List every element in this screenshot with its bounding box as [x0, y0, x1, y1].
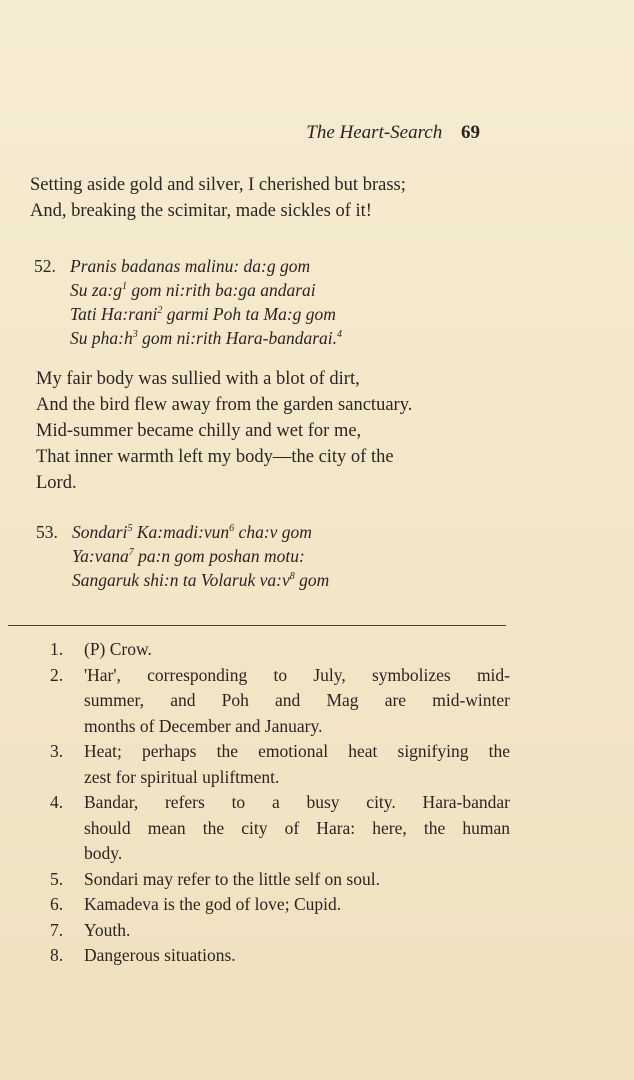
footnote-number: 6.	[50, 894, 64, 914]
prose-line: Mid-summer became chilly and wet for me,	[36, 421, 362, 441]
prose-line: Setting aside gold and silver, I cherished but brass;	[30, 175, 406, 195]
footnote-number: 1.	[50, 639, 64, 659]
footnote	[50, 790, 510, 867]
verse-52	[34, 254, 634, 350]
verse-line: Sangaruk shi:n ta Volaruk $va:v^8$ gom	[72, 570, 330, 590]
footnote-ref: 5	[127, 523, 133, 534]
footnote-divider	[8, 625, 506, 626]
footnote-number: 5.	[50, 868, 64, 889]
verse-line: 53. Sondari$^5$ Ka:madi:vun$^6$ cha:v gom	[36, 522, 312, 542]
footnote-number: 4.	[50, 792, 64, 812]
verse-line: 52. Pranis badanas malinu: da:g gom	[34, 256, 311, 276]
footnote-text: Kamadeva is the god of love; Cupid.	[84, 894, 342, 914]
footnote-text: Sondari may refer to the little self on soul.	[84, 868, 380, 889]
footnote	[50, 892, 510, 918]
prose-line: That inner warmth left my body—the city of the	[36, 447, 394, 467]
prose-line: Lord.	[36, 473, 77, 493]
footnote	[50, 867, 510, 893]
footnote-ref: 8	[289, 571, 295, 582]
verse-number: 53.	[36, 522, 58, 542]
verse-line: Ya:vana$^7$ pa:n gom poshan motu:	[72, 546, 305, 566]
footnote	[50, 943, 510, 969]
footnote-ref: 7	[128, 547, 134, 558]
footnote-text: summer, and Poh and Mag are mid-winter	[84, 690, 510, 710]
footnote-text: zest for spiritual upliftment.	[84, 766, 280, 787]
footnote	[50, 663, 510, 740]
verse-line: Su $za:g^1$ gom ni:rith ba:ga andarai	[70, 280, 316, 300]
page-number: 69	[461, 122, 480, 143]
footnote	[50, 918, 510, 944]
verse-number: 52.	[34, 256, 56, 276]
footnote-number: 3.	[50, 741, 64, 761]
footnote-ref: 4	[337, 329, 343, 340]
footnote	[50, 739, 510, 790]
footnotes	[50, 637, 510, 969]
footnote-text: (P) Crow.	[84, 639, 152, 659]
footnote-number: 8.	[50, 945, 64, 965]
footnote-ref: 6	[229, 523, 235, 534]
footnote-text: Bandar, refers to a busy city. Hara-bandar	[84, 792, 510, 812]
prose-mid	[36, 366, 634, 496]
footnote-number: 7.	[50, 919, 64, 940]
prose-top	[30, 172, 630, 224]
running-head	[0, 122, 480, 144]
footnote-ref: 1	[122, 281, 128, 292]
footnote-text: Youth.	[84, 919, 131, 940]
verse-line: Tati Ha:rani$^2$ garmi Poh ta Ma:g gom	[70, 304, 336, 324]
footnote-ref: 3	[132, 329, 138, 340]
footnote-text: 'Har', corresponding to July, symbolizes mid-	[84, 664, 510, 685]
footnote-text: Heat; perhaps the emotional heat signifying the	[84, 741, 510, 761]
footnote-text: months of December and January.	[84, 715, 323, 736]
footnote-number: 2.	[50, 664, 64, 685]
prose-line: My fair body was sullied with a blot of dirt,	[36, 369, 360, 389]
footnote-text: Dangerous situations.	[84, 945, 236, 965]
verse-line: Su $pha:h^3$ gom ni:rith Hara-bandarai.$^4$	[70, 328, 343, 348]
footnote	[50, 637, 510, 663]
prose-line: And the bird flew away from the garden sanctuary.	[36, 395, 413, 415]
running-head-title: The Heart-Search	[306, 122, 443, 143]
footnote-text: should mean the city of Hara: here, the human	[84, 817, 510, 838]
verse-53	[36, 520, 634, 592]
footnote-ref: 2	[157, 305, 163, 316]
prose-line: And, breaking the scimitar, made sickles of it!	[30, 201, 372, 221]
footnote-text: body.	[84, 843, 123, 863]
